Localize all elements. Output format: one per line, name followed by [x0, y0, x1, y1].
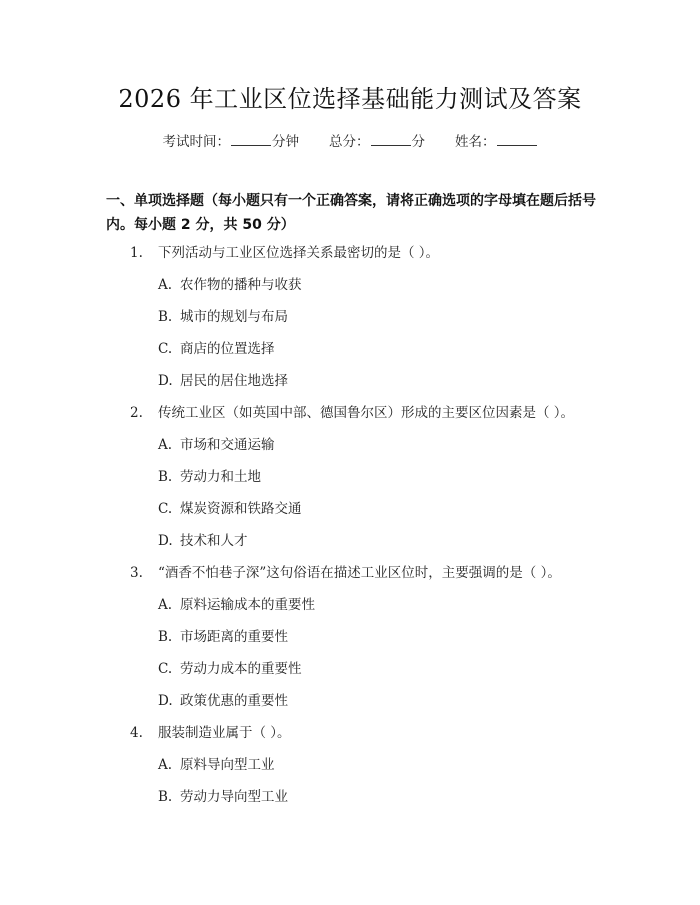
option-2a[interactable] — [158, 435, 275, 455]
option-letter: B. — [158, 309, 173, 325]
question-number: 1. — [130, 245, 143, 261]
question-2 — [130, 403, 574, 423]
option-letter: A. — [158, 597, 173, 613]
page-title: 2026 年工业区位选择基础能力测试及答案 — [118, 85, 582, 113]
option-letter: B. — [158, 629, 173, 645]
option-letter: B. — [158, 789, 173, 805]
question-stem: 服装制造业属于（ ）。 — [158, 725, 291, 741]
option-2b[interactable] — [158, 467, 261, 487]
option-letter: C. — [158, 501, 173, 517]
option-1b[interactable] — [158, 307, 288, 327]
option-text: 原料导向型工业 — [180, 757, 275, 773]
option-text: 劳动力和土地 — [180, 469, 261, 485]
option-3a[interactable] — [158, 595, 315, 615]
option-text: 政策优惠的重要性 — [180, 693, 288, 709]
option-letter: C. — [158, 661, 173, 677]
name-label: 姓名： — [455, 134, 496, 150]
option-letter: B. — [158, 469, 173, 485]
question-3 — [130, 563, 561, 583]
option-letter: D. — [158, 533, 173, 549]
option-text: 农作物的播种与收获 — [180, 277, 302, 293]
option-text: 城市的规划与布局 — [180, 309, 288, 325]
option-1d[interactable] — [158, 371, 288, 391]
time-label: 考试时间： — [162, 134, 230, 150]
score-unit: 分 — [411, 134, 425, 150]
option-text: 劳动力成本的重要性 — [180, 661, 302, 677]
option-letter: D. — [158, 693, 173, 709]
option-letter: A. — [158, 437, 173, 453]
option-text: 原料运输成本的重要性 — [180, 597, 315, 613]
score-blank[interactable] — [371, 131, 411, 146]
question-stem: 传统工业区（如英国中部、德国鲁尔区）形成的主要区位因素是（ ）。 — [158, 405, 575, 421]
time-unit: 分钟 — [272, 134, 299, 150]
question-4 — [130, 723, 291, 743]
name-blank[interactable] — [497, 131, 537, 146]
option-1a[interactable] — [158, 275, 302, 295]
section-header: 一、单项选择题（每小题只有一个正确答案，请将正确选项的字母填在题后括号内。每小题 2 分，共 50 分） — [106, 193, 596, 233]
option-3c[interactable] — [158, 659, 302, 679]
score-label: 总分： — [329, 134, 370, 150]
question-stem: “酒香不怕巷子深”这句俗语在描述工业区位时，主要强调的是（ ）。 — [158, 565, 561, 581]
exam-info-line — [0, 131, 700, 152]
option-4a[interactable] — [158, 755, 275, 775]
option-text: 技术和人才 — [180, 533, 248, 549]
option-letter: A. — [158, 757, 173, 773]
option-letter: C. — [158, 341, 173, 357]
question-1 — [130, 243, 439, 263]
question-number: 4. — [130, 725, 143, 741]
question-number: 3. — [130, 565, 143, 581]
option-text: 商店的位置选择 — [180, 341, 275, 357]
option-text: 居民的居住地选择 — [180, 373, 288, 389]
option-letter: D. — [158, 373, 173, 389]
option-2d[interactable] — [158, 531, 248, 551]
option-text: 市场和交通运输 — [180, 437, 275, 453]
question-stem: 下列活动与工业区位选择关系最密切的是（ ）。 — [158, 245, 440, 261]
option-text: 煤炭资源和铁路交通 — [180, 501, 302, 517]
option-letter: A. — [158, 277, 173, 293]
option-text: 市场距离的重要性 — [180, 629, 288, 645]
time-blank[interactable] — [231, 131, 271, 146]
option-4b[interactable] — [158, 787, 288, 807]
option-3b[interactable] — [158, 627, 288, 647]
option-3d[interactable] — [158, 691, 288, 711]
option-1c[interactable] — [158, 339, 275, 359]
option-text: 劳动力导向型工业 — [180, 789, 288, 805]
option-2c[interactable] — [158, 499, 302, 519]
question-number: 2. — [130, 405, 143, 421]
